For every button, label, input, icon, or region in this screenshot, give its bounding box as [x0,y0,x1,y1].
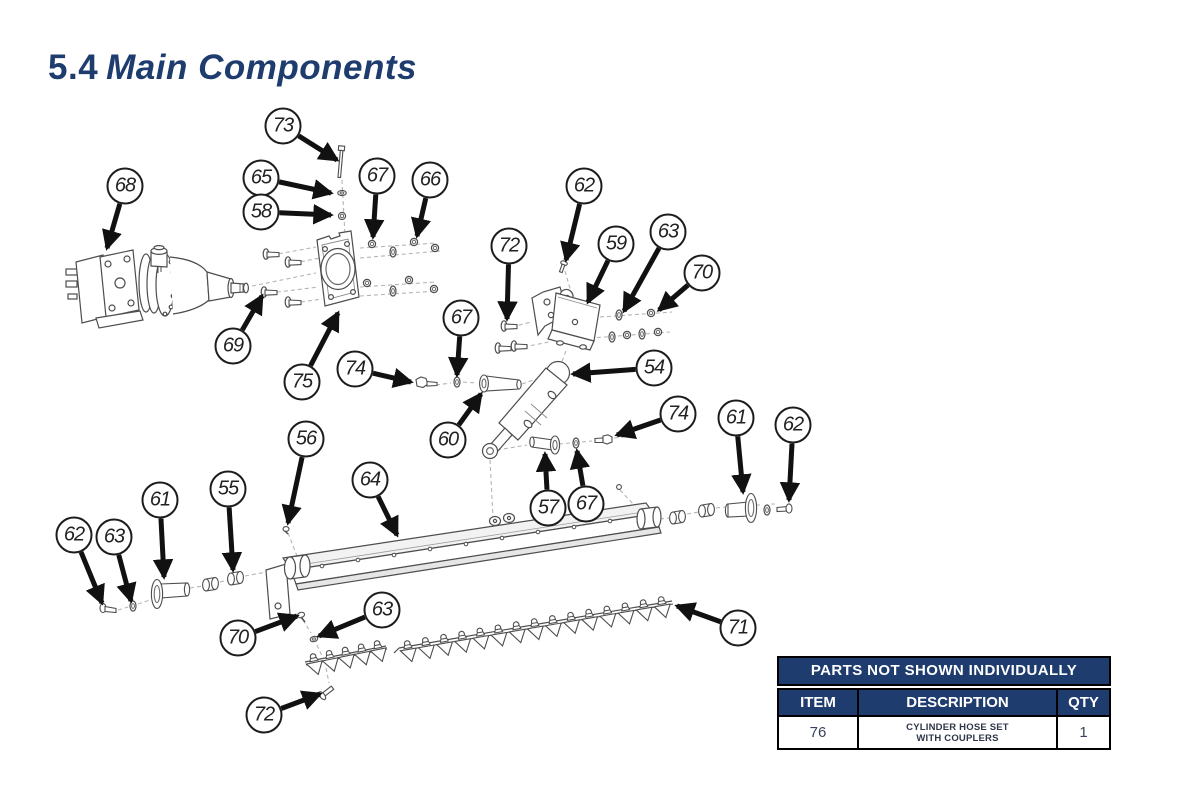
callout-arrow-56 [288,457,302,523]
callout-balloon-71: 71 [720,610,757,647]
callout-arrow-54 [573,369,636,374]
callout-arrow-65 [279,182,331,193]
callout-balloon-63: 63 [364,592,401,629]
callout-arrow-75 [311,313,338,366]
column-header-qty: QTY [1056,690,1109,717]
callout-balloon-54: 54 [636,350,673,387]
callout-arrow-57 [545,454,547,490]
parts-table [777,656,1111,750]
description-line-2: WITH COUPLERS [916,732,999,744]
callout-balloon-69: 69 [215,328,252,365]
callout-arrow-61 [738,436,743,492]
callout-arrow-62 [566,204,580,260]
callout-arrow-73 [299,136,337,160]
cutter-bar [266,503,661,619]
callout-arrow-70 [255,616,297,632]
callout-arrow-64 [378,497,397,535]
callout-arrow-55 [229,507,233,570]
callout-arrow-72 [281,694,320,709]
callout-balloon-56: 56 [288,421,325,458]
callout-arrow-67 [457,336,460,375]
callout-arrow-62 [81,552,102,603]
callout-balloon-68: 68 [107,168,144,205]
callout-balloon-73: 73 [265,108,302,145]
parts-table-grid [777,688,1111,750]
section-number: 5.4 [48,48,99,87]
callout-balloon-72: 72 [491,228,528,265]
callout-arrow-67 [577,451,583,486]
callout-arrow-71 [677,606,721,622]
callout-arrow-59 [588,261,608,302]
knife-section-short [305,639,389,676]
plate-top-bolt-washer-nut [336,146,346,220]
callout-balloon-75: 75 [284,364,321,401]
knife-section-long [394,595,673,663]
column-header-item: ITEM [779,690,857,717]
callout-arrow-66 [417,198,426,236]
upper-clevis-pin-set [416,375,521,392]
callout-balloon-70: 70 [684,255,721,292]
motor-mounting-plate [317,231,359,306]
callout-arrow-61 [161,518,164,577]
callout-balloon-67: 67 [359,158,396,195]
cell-description [857,717,1056,748]
callout-balloon-65: 65 [243,160,280,197]
callout-balloon-62: 62 [56,517,93,554]
left-hinge-pin-set [100,572,243,613]
description-line-1: CYLINDER HOSE SET [906,721,1009,733]
callout-arrow-72 [507,264,508,319]
callout-balloon-61: 61 [718,400,755,437]
hydraulic-motor [66,246,248,328]
callout-arrow-68 [107,204,120,248]
callout-balloon-67: 67 [568,486,605,523]
callout-balloon-72: 72 [246,697,283,734]
callout-arrow-60 [459,394,481,425]
callout-balloon-63: 63 [96,519,133,556]
callout-arrow-70 [659,285,688,310]
cell-item: 76 [779,717,857,748]
callout-balloon-74: 74 [660,396,697,433]
callout-arrow-63 [624,248,659,311]
callout-arrow-58 [279,213,331,215]
callout-balloon-61: 61 [142,482,179,519]
cell-qty: 1 [1056,717,1109,748]
callout-balloon-63: 63 [650,214,687,251]
plate-nuts-washers [363,238,438,296]
callout-arrow-74 [373,373,411,382]
callout-arrow-63 [119,555,131,601]
callout-balloon-60: 60 [430,422,467,459]
callout-arrow-63 [319,617,365,636]
callout-balloon-59: 59 [598,226,635,263]
callout-balloon-62: 62 [566,168,603,205]
callout-arrow-67 [373,194,376,237]
column-header-description: DESCRIPTION [857,690,1056,717]
callout-balloon-64: 64 [352,462,389,499]
section-name: Main Components [106,48,417,87]
callout-balloon-62: 62 [775,407,812,444]
parts-table-caption: PARTS NOT SHOWN INDIVIDUALLY [777,656,1111,686]
lower-clevis-pin-set [530,435,612,454]
callout-balloon-67: 67 [443,300,480,337]
callout-arrow-69 [242,296,262,330]
callout-balloon-70: 70 [220,620,257,657]
callout-balloon-55: 55 [210,471,247,508]
plate-carriage-bolts [261,249,301,307]
callout-balloon-58: 58 [243,194,280,231]
callout-balloon-57: 57 [530,490,567,527]
callout-arrow-74 [617,420,661,435]
callout-balloon-74: 74 [337,351,374,388]
callout-arrow-62 [789,443,792,500]
callout-balloon-66: 66 [412,162,449,199]
